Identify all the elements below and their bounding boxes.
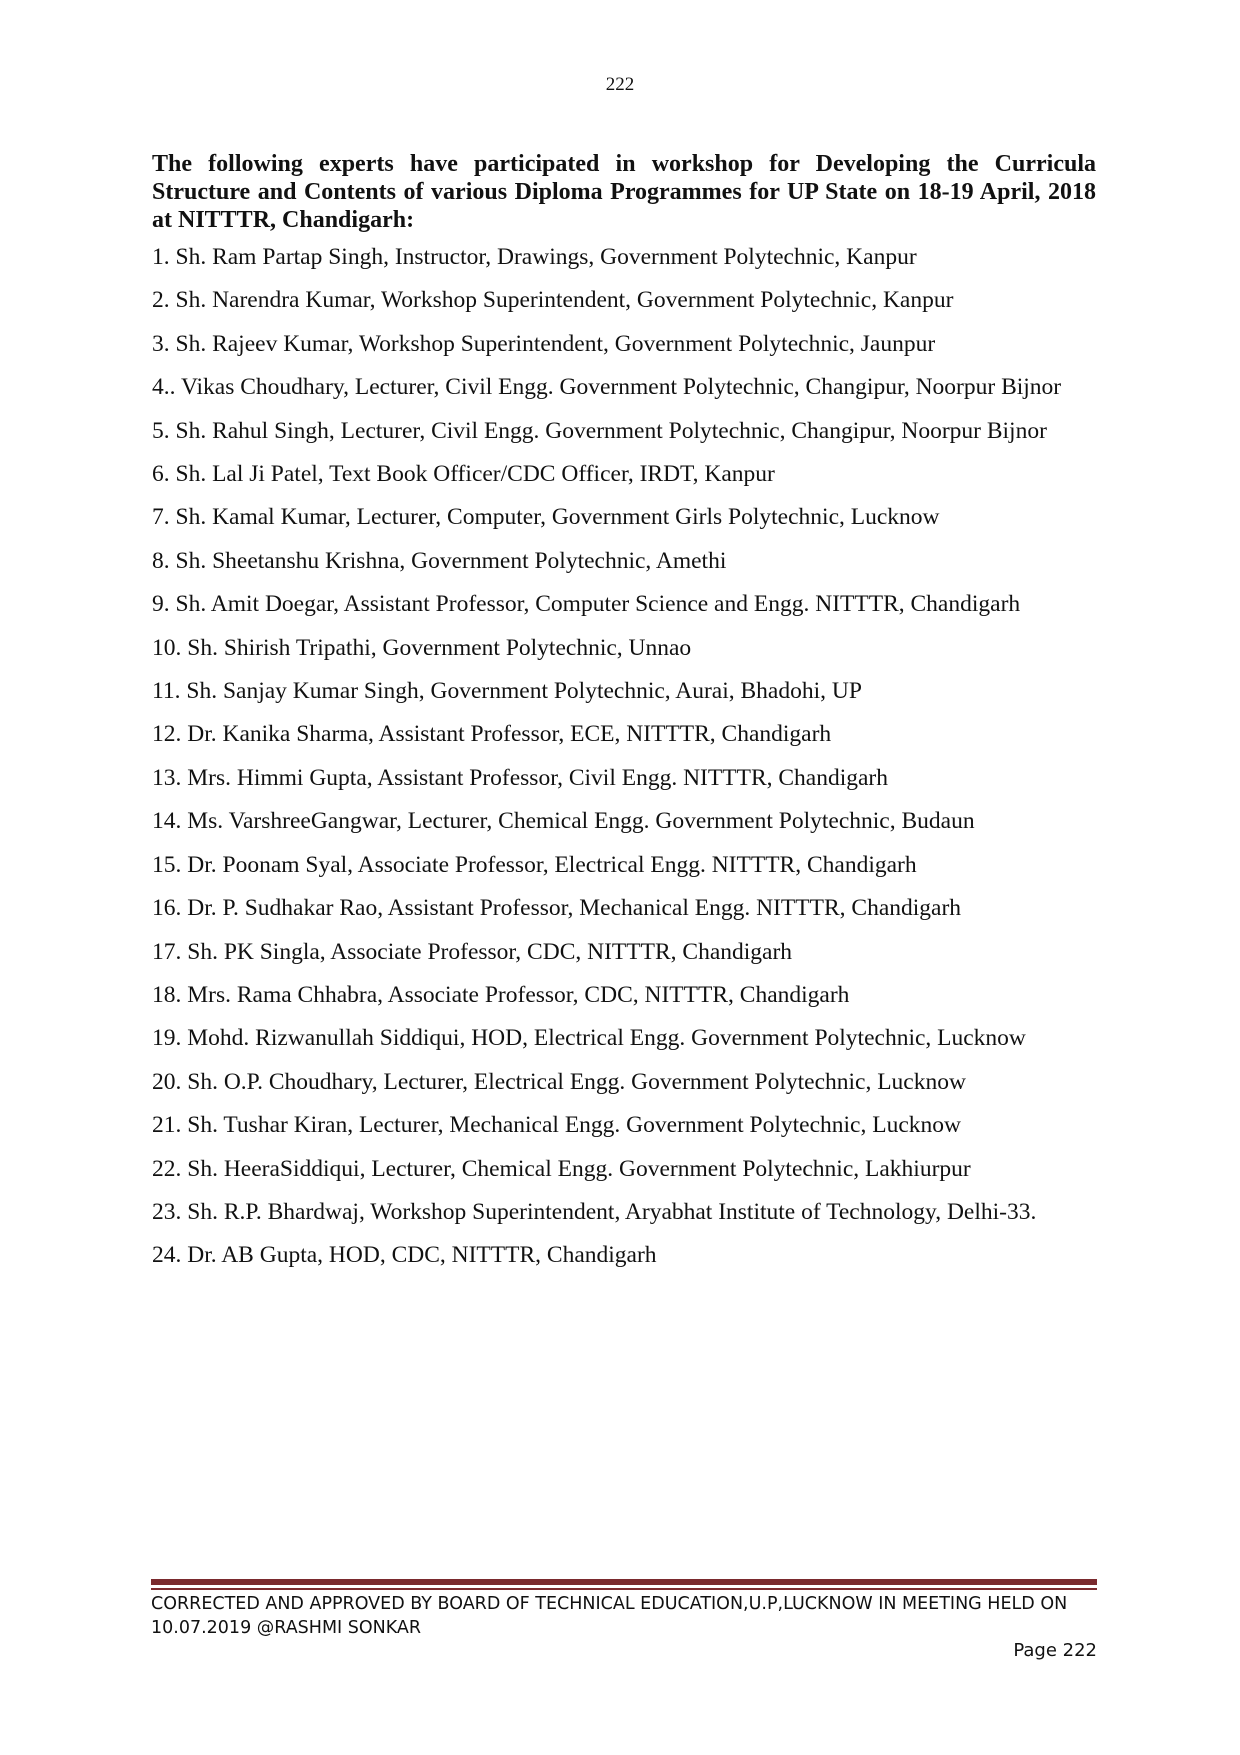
- footer-approval-text: CORRECTED AND APPROVED BY BOARD OF TECHNICAL EDUCATION,U.P,LUCKNOW IN MEETING HELD ON 10.07.2019 @RASHMI SONKAR: [151, 1594, 1068, 1638]
- footer-divider-thin: [151, 1588, 1097, 1590]
- list-item: 20. Sh. O.P. Choudhary, Lecturer, Electrical Engg. Government Polytechnic, Lucknow: [152, 1068, 966, 1095]
- list-item: 7. Sh. Kamal Kumar, Lecturer, Computer, Government Girls Polytechnic, Lucknow: [152, 504, 940, 531]
- list-item: 1. Sh. Ram Partap Singh, Instructor, Drawings, Government Polytechnic, Kanpur: [152, 244, 917, 270]
- list-item: 8. Sh. Sheetanshu Krishna, Government Polytechnic, Amethi: [152, 547, 727, 574]
- list-item: 15. Dr. Poonam Syal, Associate Professor, Electrical Engg. NITTTR, Chandigarh: [152, 851, 917, 878]
- list-item: 13. Mrs. Himmi Gupta, Assistant Professor, Civil Engg. NITTTR, Chandigarh: [152, 764, 889, 791]
- list-item: 11. Sh. Sanjay Kumar Singh, Government Polytechnic, Aurai, Bhadohi, UP: [152, 678, 862, 705]
- list-item: 2. Sh. Narendra Kumar, Workshop Superintendent, Government Polytechnic, Kanpur: [152, 287, 954, 314]
- list-item: 19. Mohd. Rizwanullah Siddiqui, HOD, Electrical Engg. Government Polytechnic, Lucknow: [152, 1025, 1026, 1052]
- page-number-top: 222: [605, 74, 635, 95]
- list-item: 9. Sh. Amit Doegar, Assistant Professor, Computer Science and Engg. NITTTR, Chandigarh: [152, 591, 1021, 618]
- footer-divider: [151, 1579, 1097, 1585]
- list-item: 17. Sh. PK Singla, Associate Professor, CDC, NITTTR, Chandigarh: [152, 938, 793, 965]
- list-item: 14. Ms. VarshreeGangwar, Lecturer, Chemical Engg. Government Polytechnic, Budaun: [152, 808, 975, 835]
- list-item: 3. Sh. Rajeev Kumar, Workshop Superintendent, Government Polytechnic, Jaunpur: [152, 330, 936, 357]
- list-item: 5. Sh. Rahul Singh, Lecturer, Civil Engg. Government Polytechnic, Changipur, Noorpur Bijnor: [152, 417, 1047, 444]
- list-item: 24. Dr. AB Gupta, HOD, CDC, NITTTR, Chandigarh: [152, 1242, 657, 1269]
- list-item: 4.. Vikas Choudhary, Lecturer, Civil Engg. Government Polytechnic, Changipur, Noorpur Bijnor: [152, 374, 1062, 401]
- list-item: 22. Sh. HeeraSiddiqui, Lecturer, Chemical Engg. Government Polytechnic, Lakhiurpur: [152, 1155, 971, 1182]
- list-item: 10. Sh. Shirish Tripathi, Government Polytechnic, Unnao: [152, 634, 692, 661]
- list-item: 16. Dr. P. Sudhakar Rao, Assistant Professor, Mechanical Engg. NITTTR, Chandigarh: [152, 895, 962, 922]
- footer-page-label: Page 222: [1013, 1640, 1097, 1661]
- experts-list: [152, 236, 1096, 1278]
- list-item: 12. Dr. Kanika Sharma, Assistant Professor, ECE, NITTTR, Chandigarh: [152, 721, 832, 748]
- list-item: 6. Sh. Lal Ji Patel, Text Book Officer/CDC Officer, IRDT, Kanpur: [152, 461, 775, 488]
- list-item: 23. Sh. R.P. Bhardwaj, Workshop Superintendent, Aryabhat Institute of Technology, Delhi-33.: [152, 1198, 1037, 1225]
- list-item: 18. Mrs. Rama Chhabra, Associate Professor, CDC, NITTTR, Chandigarh: [152, 981, 850, 1008]
- list-item: 21. Sh. Tushar Kiran, Lecturer, Mechanical Engg. Government Polytechnic, Lucknow: [152, 1112, 961, 1139]
- document-heading: The following experts have participated in workshop for Developing the Curricula Structure and Contents of various Diploma Programmes for UP State on 18-19 April, 2018 at NITTTR, Chandigarh:: [152, 151, 1096, 233]
